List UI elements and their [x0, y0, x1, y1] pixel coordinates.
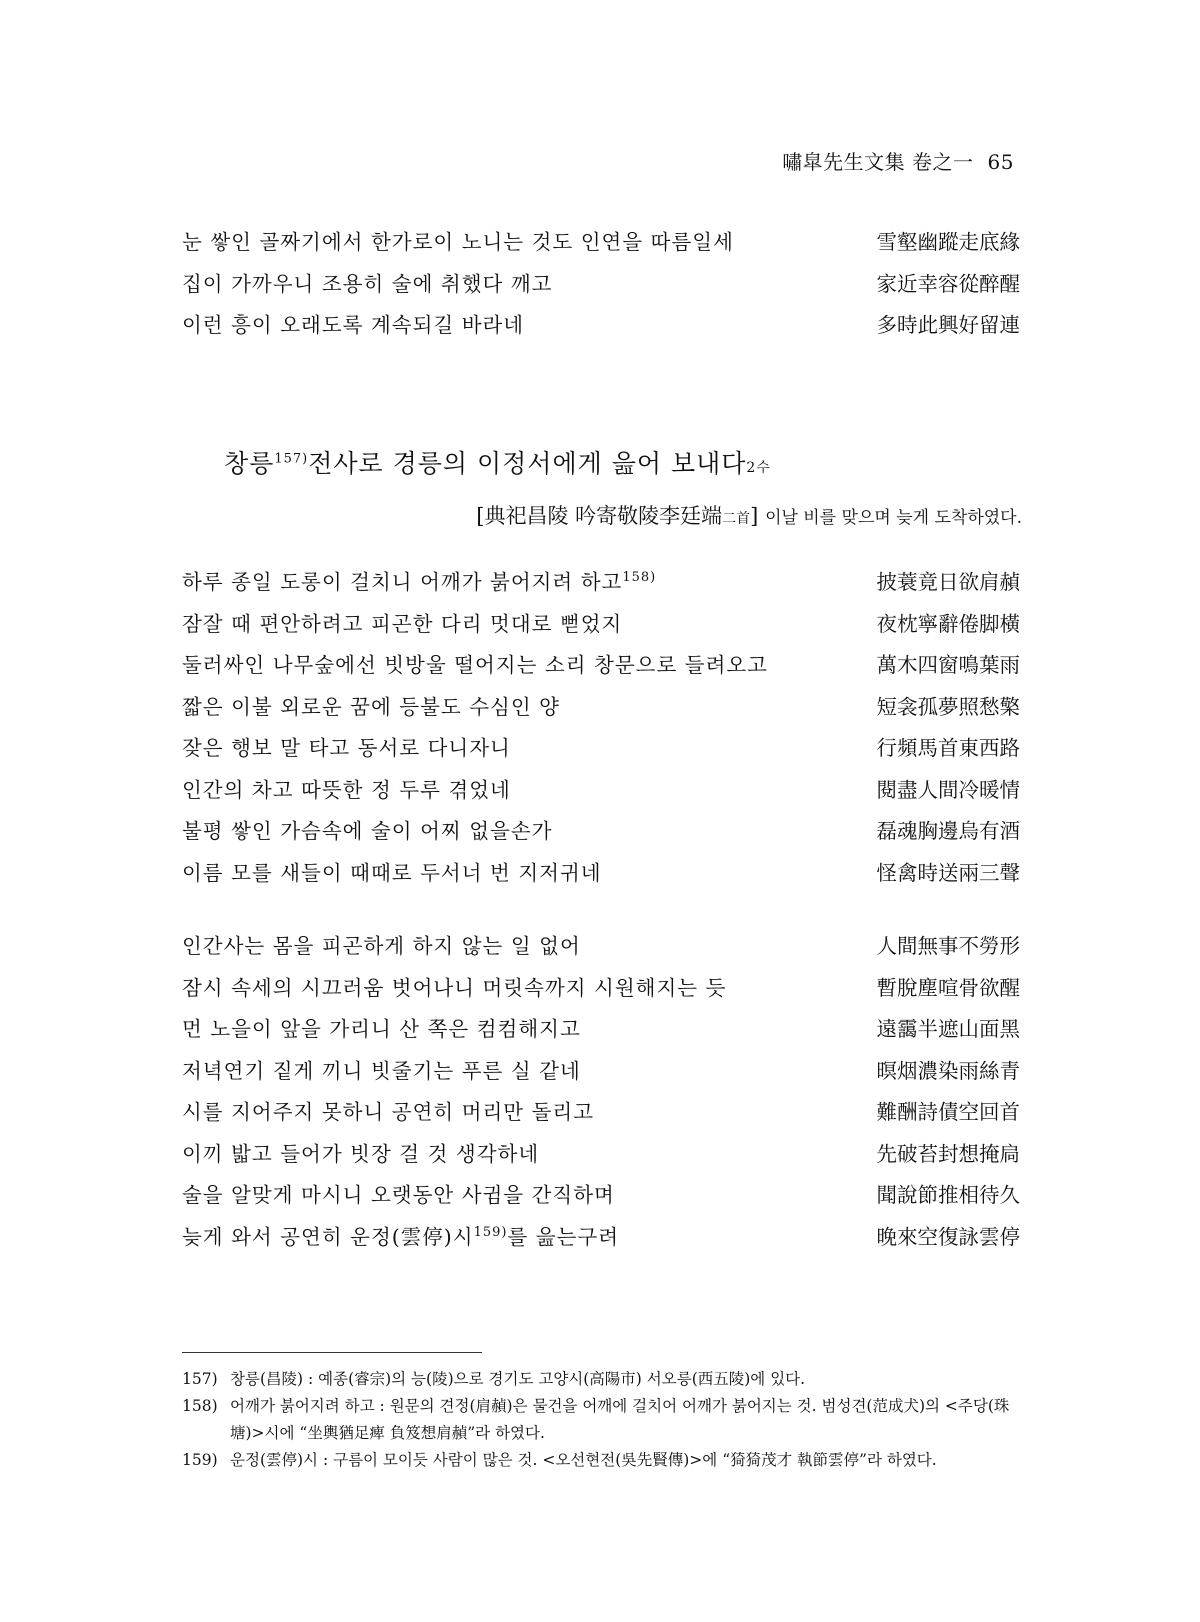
verse-line [182, 264, 1020, 306]
footnote-text: 어깨가 붉어지려 하고 : 원문의 견정(肩赬)은 물건을 어깨에 걸치어 어깨가 붉어지는 것. 범성견(范成犬)의 <주당(珠塘)>시에 “坐輿猶足痺 負笈想肩赬”라 하였다. [230, 1397, 1010, 1442]
original-hanja: 多時此興好留連 [876, 313, 1020, 337]
korean-translation: 술을 알맞게 마시니 오랫동안 사귐을 간직하며 [182, 1183, 615, 1207]
original-hanja: 難酬詩債空回首 [876, 1100, 1020, 1124]
verse-line [182, 645, 1020, 687]
footnote-ref[interactable]: 157) [274, 451, 309, 467]
korean-translation: 이름 모를 새들이 때때로 두서너 번 지저귀네 [182, 860, 602, 885]
footnote-text: 운정(雲停)시 : 구름이 모이듯 사람이 많은 것. <오선현전(吳先賢傳)>에 “猗猗茂才 執節雲停”라 하였다. [230, 1451, 937, 1469]
footnote [182, 1393, 1022, 1447]
original-hanja: 人間無事不勞形 [876, 934, 1020, 958]
subtitle-note: 이날 비를 맞으며 늦게 도착하였다. [765, 508, 1022, 528]
footnote-text: 창릉(昌陵) : 예종(睿宗)의 능(陵)으로 경기도 고양시(高陽市) 서오릉(西五陵)에 있다. [230, 1370, 806, 1388]
title-part: 전사로 경릉의 이정서에게 읊어 보내다 [308, 449, 747, 478]
original-hanja: 先破苔封想掩扃 [876, 1141, 1020, 1166]
verse-line [182, 853, 1020, 895]
original-hanja: 夜枕寧辭倦脚橫 [876, 611, 1020, 636]
korean-translation [182, 562, 656, 604]
korean-translation: 이끼 밟고 들어가 빗장 걸 것 생각하네 [182, 1141, 540, 1166]
verse-line [182, 926, 1020, 968]
footnotes [182, 1366, 1022, 1474]
verse-line [182, 604, 1020, 646]
footnote-number: 159) [182, 1451, 218, 1469]
footnote [182, 1447, 1022, 1474]
korean-translation: 저녁연기 짙게 끼니 빗줄기는 푸른 실 같네 [182, 1058, 581, 1083]
original-hanja: 遠靄半遮山面黑 [876, 1017, 1020, 1041]
korean-translation: 잠잘 때 편안하려고 피곤한 다리 멋대로 뻗었지 [182, 611, 623, 636]
footnote-ref[interactable]: 158) [622, 570, 657, 586]
subtitle-close: ] [750, 504, 759, 528]
original-hanja: 家近幸容從醉醒 [876, 271, 1020, 296]
korean-translation: 잠시 속세의 시끄러움 벗어나니 머릿속까지 시원해지는 듯 [182, 975, 727, 1000]
verse-line [182, 687, 1020, 729]
footnote [182, 1366, 1022, 1393]
original-hanja: 萬木四窗鳴葉雨 [876, 653, 1020, 677]
footnote-number: 157) [182, 1370, 218, 1388]
verse-line [182, 770, 1020, 812]
verse-line [182, 1051, 1020, 1093]
footnote-number: 158) [182, 1397, 218, 1415]
verse-line [182, 1134, 1020, 1176]
title-count: 2수 [746, 460, 771, 476]
korean-translation: 둘러싸인 나무숲에선 빗방울 떨어지는 소리 창문으로 들려오고 [182, 653, 768, 677]
verse-line [182, 222, 1020, 264]
footnote-ref[interactable]: 159) [473, 1224, 508, 1240]
book-title: 嘯皐先生文集 卷之一 [782, 150, 974, 174]
korean-translation [182, 1217, 619, 1259]
stanza-1 [182, 222, 1020, 347]
stanza-3 [182, 926, 1020, 1258]
korean-text: 하루 종일 도롱이 걸치니 어깨가 붉어지려 하고 [182, 570, 623, 594]
poem-title [224, 444, 771, 480]
verse-line [182, 811, 1020, 853]
verse-line [182, 1175, 1020, 1217]
running-header [782, 146, 1014, 175]
verse-line [182, 968, 1020, 1010]
stanza-2 [182, 562, 1020, 894]
original-hanja: 雪壑幽蹤走底緣 [876, 230, 1020, 254]
verse-line [182, 562, 1020, 604]
title-part: 창릉 [224, 449, 275, 478]
korean-translation: 인간사는 몸을 피곤하게 하지 않는 일 없어 [182, 934, 581, 958]
original-hanja: 披蓑竟日欲肩赬 [876, 570, 1020, 594]
original-hanja: 行頻馬首東西路 [876, 736, 1020, 760]
korean-text: 늦게 와서 공연히 운정(雲停)시 [182, 1224, 474, 1249]
poem-subtitle [476, 500, 1022, 530]
original-hanja: 怪禽時送兩三聲 [876, 860, 1020, 885]
korean-translation: 이런 흥이 오래도록 계속되길 바라네 [182, 313, 525, 337]
original-hanja: 晚來空復詠雲停 [876, 1224, 1020, 1249]
original-hanja: 短衾孤夢照愁檠 [876, 694, 1020, 719]
korean-text: 를 읊는구려 [507, 1224, 619, 1249]
subtitle-small: 二首 [722, 511, 751, 527]
original-hanja: 暫脫塵喧骨欲醒 [876, 975, 1020, 1000]
original-hanja: 閱盡人間冷暖情 [876, 777, 1020, 802]
korean-translation: 인간의 차고 따뜻한 정 두루 겪었네 [182, 777, 511, 802]
korean-translation: 집이 가까우니 조용히 술에 취했다 깨고 [182, 271, 553, 296]
korean-translation: 짧은 이불 외로운 꿈에 등불도 수심인 양 [182, 694, 560, 719]
original-hanja: 聞說節推相待久 [876, 1183, 1020, 1207]
verse-line [182, 1092, 1020, 1134]
verse-line [182, 728, 1020, 770]
verse-line [182, 1009, 1020, 1051]
subtitle-hanja: [典祀昌陵 吟寄敬陵李廷端 [476, 504, 723, 528]
korean-translation: 먼 노을이 앞을 가리니 산 쪽은 컴컴해지고 [182, 1017, 581, 1041]
verse-line [182, 1217, 1020, 1259]
korean-translation: 시를 지어주지 못하니 공연히 머리만 돌리고 [182, 1100, 595, 1124]
korean-translation: 잦은 행보 말 타고 동서로 다니자니 [182, 736, 511, 760]
korean-translation: 눈 쌓인 골짜기에서 한가로이 노니는 것도 인연을 따름일세 [182, 230, 734, 254]
original-hanja: 暝烟濃染雨絲青 [876, 1058, 1020, 1083]
verse-line [182, 305, 1020, 347]
original-hanja: 磊魂胸邊烏有酒 [876, 819, 1020, 843]
page-number: 65 [987, 150, 1014, 174]
footnote-separator [182, 1352, 482, 1353]
korean-translation: 불평 쌓인 가슴속에 술이 어찌 없을손가 [182, 819, 553, 843]
